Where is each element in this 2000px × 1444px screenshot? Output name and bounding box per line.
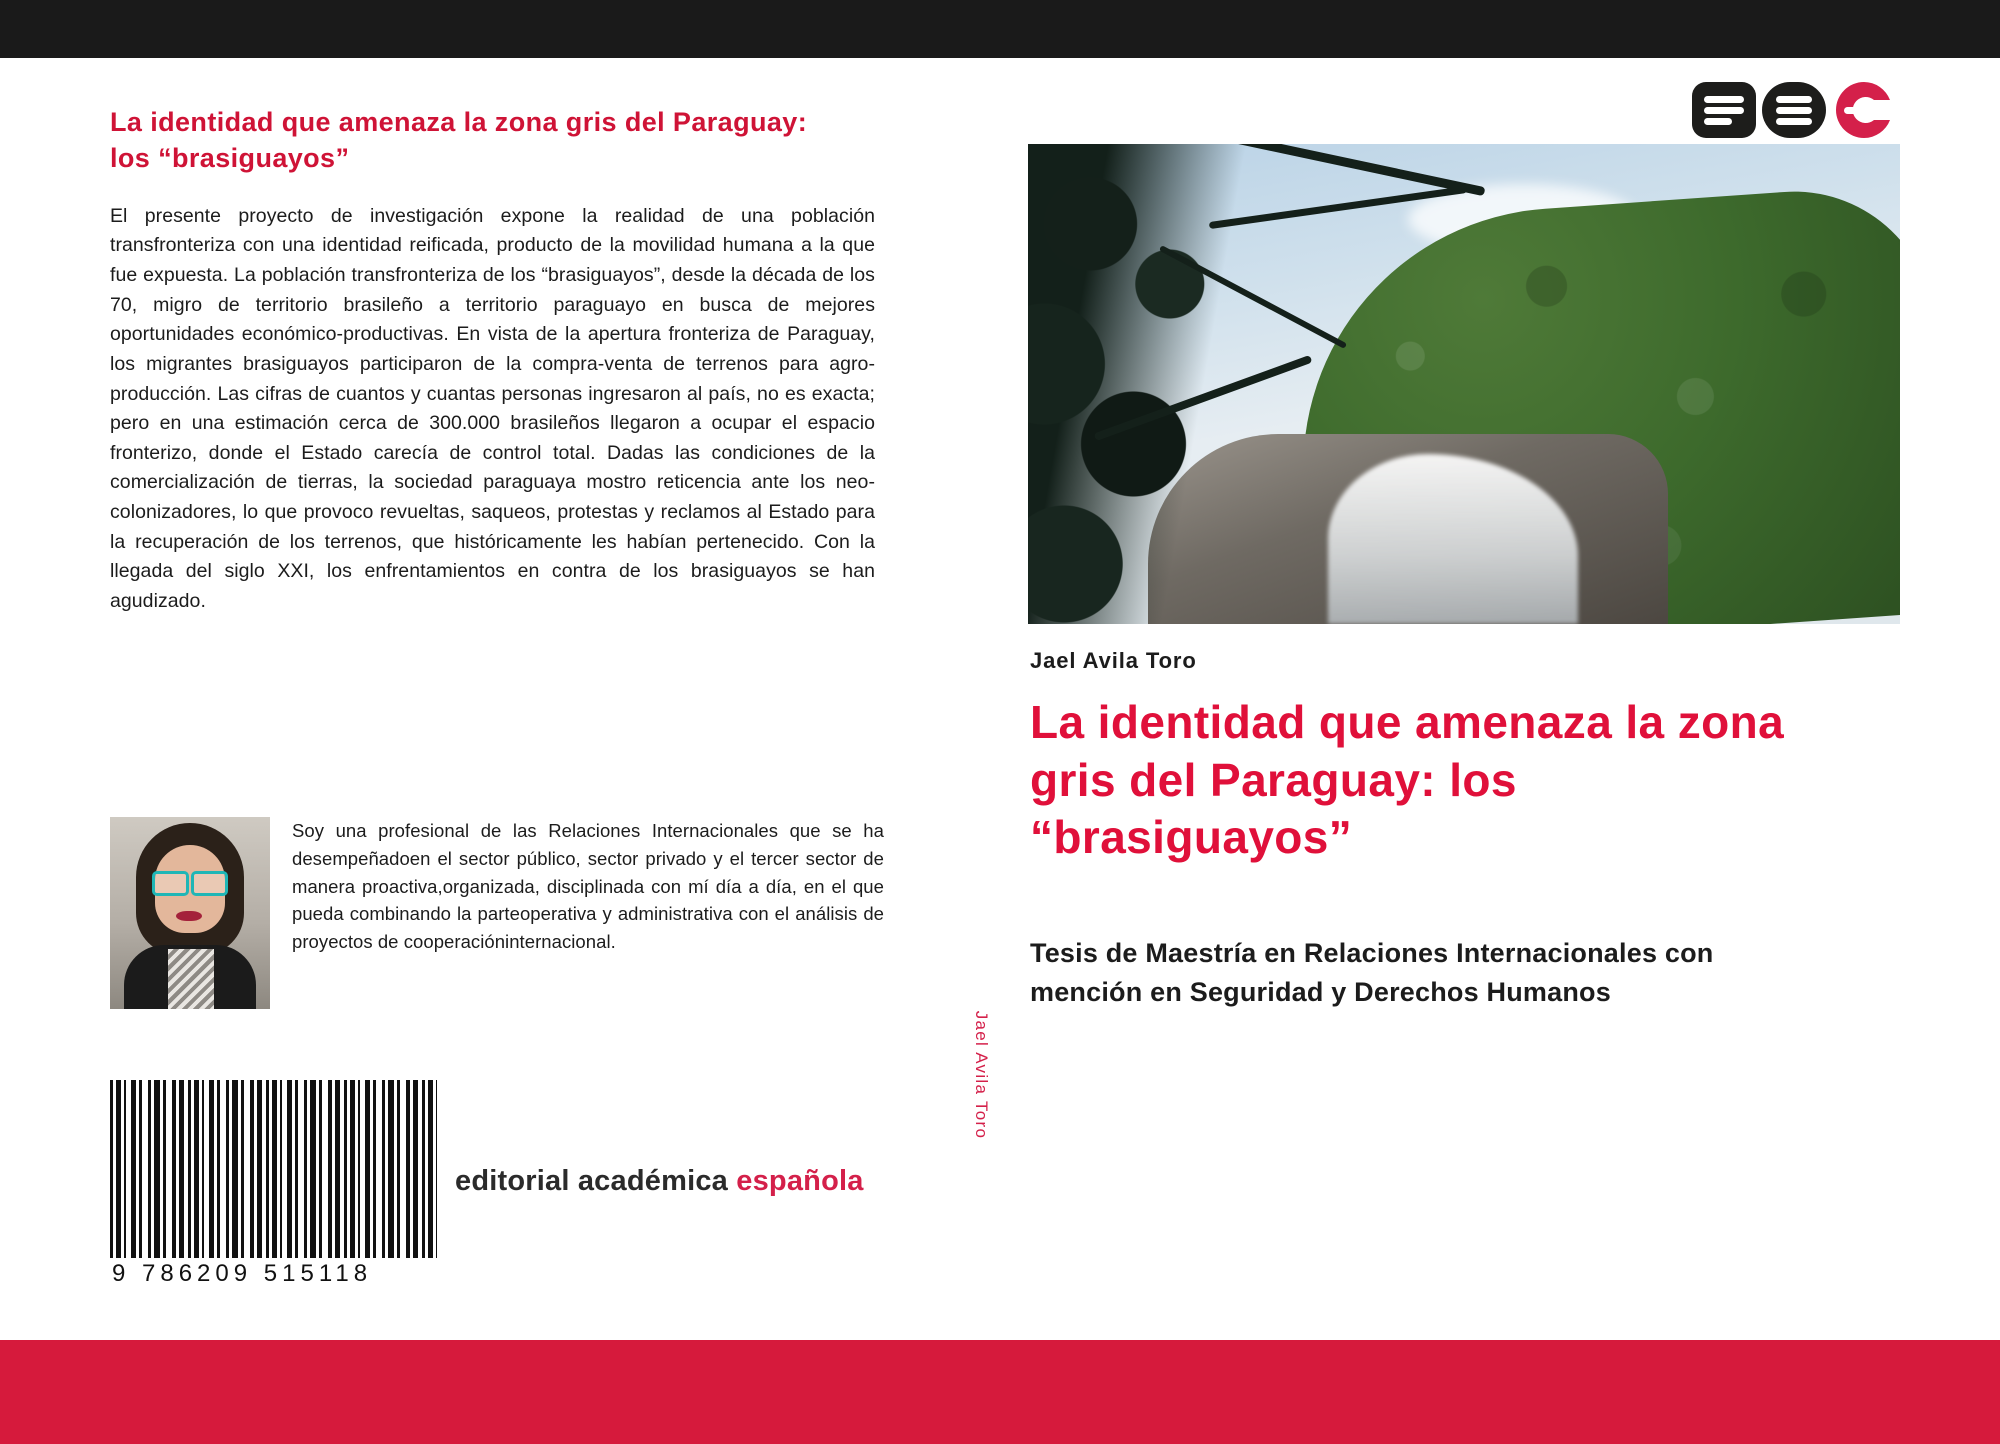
spine bbox=[955, 105, 1007, 1305]
spine-author-text: Jael Avila Toro bbox=[972, 1010, 991, 1140]
author-photo bbox=[110, 817, 270, 1009]
barcode-symbol bbox=[110, 1080, 437, 1258]
portrait-lips bbox=[176, 911, 202, 921]
portrait-glasses-icon bbox=[152, 871, 228, 891]
back-cover-abstract: El presente proyecto de investigación expone la realidad de una población transfronteriza con una identidad reificada, producto de la movilidad humana a la que fue expuesta. La población transfronteriza de los “brasiguayos”, desde la década de los 70, migro de territorio brasileño a territorio paraguayo en busca de mejores oportunidades económico-productivas. En vista de la apertura fronteriza de Paraguay, los migrantes brasiguayos participaron de la compra-venta de terrenos para agro-producción. Las cifras de cuantos y cuantas personas ingresaron al país, no es exacta; pero en una estimación cerca de 300.000 brasileños llegaron a ocupar el espacio fronterizo, donde el Estado carecía de control total. Dadas las condiciones de la comercialización de tierras, la sociedad paraguaya mostro reticencia ante los neo-colonizadores, lo que provoco revueltas, saqueos, protestas y reclamos al Estado para la recuperación de los terrenos, que históricamente les habían pertenecido. Con la llegada del siglo XXI, los enfrentamientos en contra de los brasiguayos se han agudizado. bbox=[110, 204, 875, 612]
author-block bbox=[110, 817, 890, 1009]
publisher-name-main: editorial académica bbox=[455, 1165, 737, 1197]
left-margin bbox=[0, 58, 30, 1340]
front-cover-author: Jael Avila Toro bbox=[1030, 648, 1197, 673]
isbn-digits: 9 786209 515118 bbox=[112, 1260, 373, 1287]
bottom-red-bar bbox=[0, 1340, 2000, 1444]
top-black-bar bbox=[0, 0, 2000, 58]
eae-logo-icon bbox=[1692, 82, 1900, 138]
publisher-name-back bbox=[455, 1165, 864, 1198]
front-cover-subtitle: Tesis de Maestría en Relaciones Internacionales con mención en Seguridad y Derechos Humanos bbox=[1030, 938, 1714, 1008]
publisher-name-accent: española bbox=[736, 1165, 864, 1197]
barcode-area bbox=[110, 1080, 890, 1300]
author-biography: Soy una profesional de las Relaciones Internacionales que se ha desempeñadoen el sector público, sector privado y el tercer sector de manera proactiva,organizada, disciplinada con mí día a día, en el que pueda combinando la parteoperativa y administrativa con el análisis de proyectos de cooperacióninternacional. bbox=[292, 820, 884, 952]
portrait-shirt bbox=[168, 949, 214, 1009]
barcode-bars bbox=[110, 1080, 437, 1258]
cover-photograph bbox=[1028, 144, 1900, 624]
front-cover-title: La identidad que amenaza la zona gris del Paraguay: los “brasiguayos” bbox=[1030, 696, 1785, 863]
front-cover-panel bbox=[1030, 82, 1900, 1312]
back-cover-panel bbox=[110, 105, 890, 1305]
back-cover-title: La identidad que amenaza la zona gris del Paraguay: los “brasiguayos” bbox=[110, 107, 808, 173]
